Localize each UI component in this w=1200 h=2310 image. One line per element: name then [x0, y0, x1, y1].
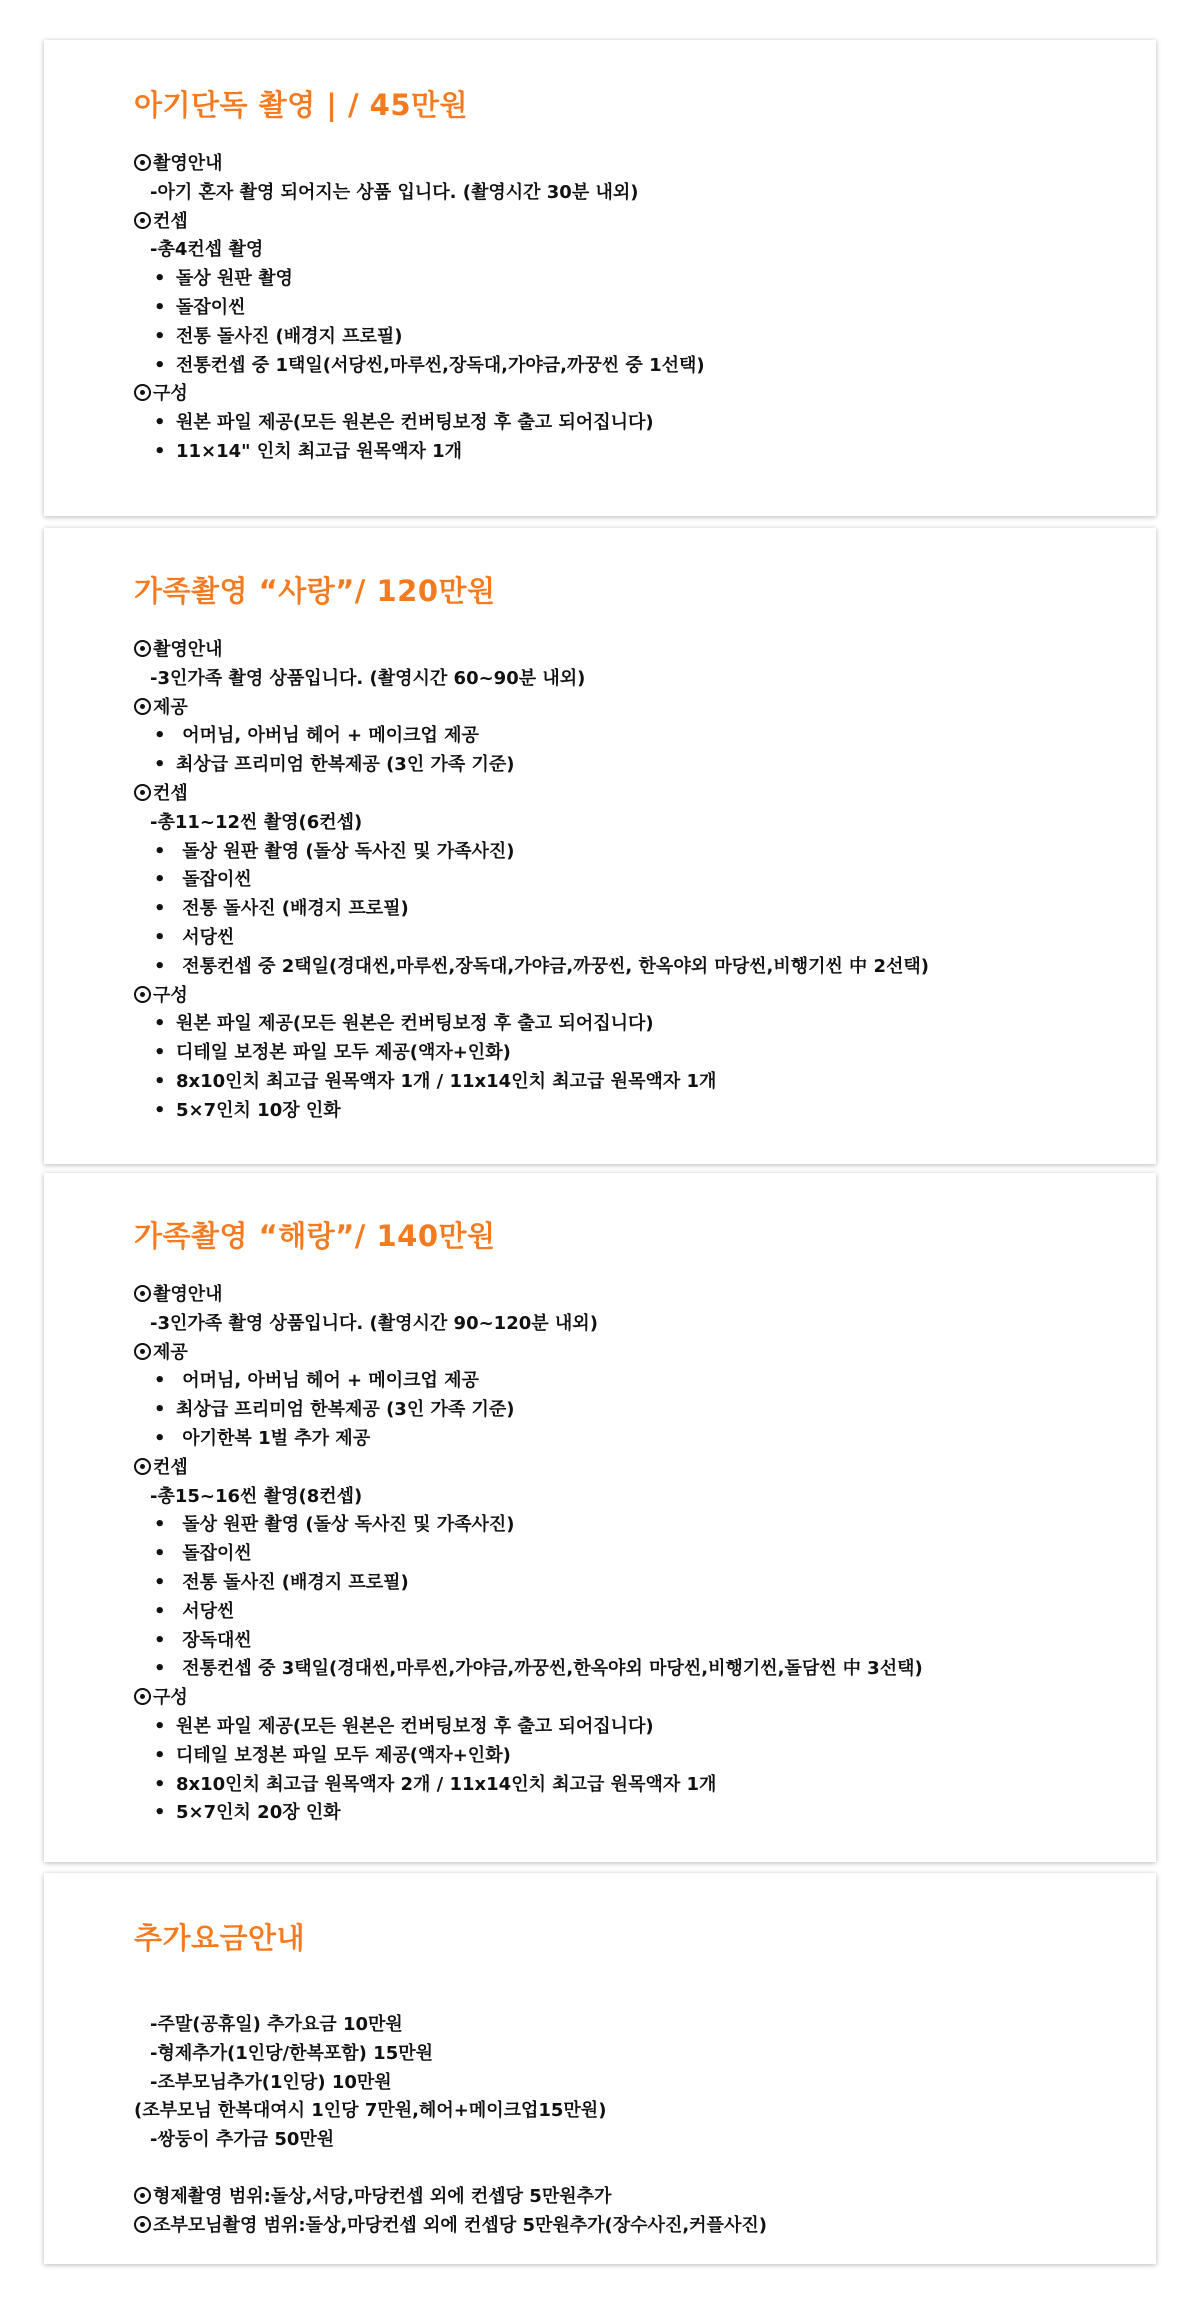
bullet-item: [134, 1540, 1126, 1569]
bullet-item: [134, 866, 1126, 895]
circled-dot-icon: [134, 986, 151, 1003]
bullet-item: [134, 1039, 1126, 1068]
package-card-haerang: [44, 1173, 1156, 1862]
bullet-icon: •: [154, 412, 166, 434]
section-heading: [134, 1281, 1126, 1310]
line-text: -총11~12씬 촬영(6컨셉): [150, 811, 363, 833]
line-text: 구성: [153, 984, 188, 1006]
line-text: 최상급 프리미엄 한복제공 (3인 가족 기준): [176, 754, 515, 776]
line-text: 전통 돌사진 (배경지 프로필): [176, 1571, 409, 1593]
bullet-icon: •: [154, 1514, 166, 1536]
bullet-icon: •: [154, 840, 166, 862]
line-text: 디테일 보정본 파일 모두 제공(액자+인화): [176, 1744, 511, 1766]
section-heading: [134, 636, 1126, 665]
section-heading: [134, 694, 1126, 723]
package-card-sarang: [44, 528, 1156, 1164]
card-title: 아기단독 촬영 | / 45만원: [134, 88, 469, 122]
bullet-icon: •: [154, 296, 166, 318]
line-text: 돌잡이씬: [176, 1543, 252, 1565]
circled-dot-icon: [134, 2216, 151, 2233]
section-heading: [134, 982, 1126, 1011]
bullet-icon: •: [154, 926, 166, 948]
bullet-icon: •: [154, 1629, 166, 1651]
bullet-item: [134, 722, 1126, 751]
line-text: -3인가족 촬영 상품입니다. (촬영시간 90~120분 내외): [150, 1312, 598, 1334]
bullet-item: [134, 294, 1126, 323]
bullet-icon: •: [154, 1571, 166, 1593]
info-line: [134, 665, 1126, 694]
line-text: 구성: [153, 1687, 188, 1709]
line-text: 촬영안내: [153, 1284, 223, 1305]
line-text: 원본 파일 제공(모든 원본은 컨버팅보정 후 출고 되어집니다): [176, 1013, 654, 1035]
card-title: 추가요금안내: [134, 1921, 306, 1955]
line-text: 장독대씬: [176, 1629, 252, 1651]
info-line: [134, 1310, 1126, 1339]
bullet-item: [134, 1598, 1126, 1627]
card-title: 가족촬영 “사랑”/ 120만원: [134, 574, 496, 608]
bullet-item: [134, 1367, 1126, 1396]
line-text: -주말(공휴일) 추가요금 10만원: [150, 2014, 403, 2035]
bullet-icon: •: [154, 898, 166, 920]
line-text: -총4컨셉 촬영: [150, 239, 264, 261]
bullet-icon: •: [154, 1399, 166, 1421]
line-text: -3인가족 촬영 상품입니다. (촬영시간 60~90분 내외): [150, 667, 586, 689]
bullet-item: [134, 924, 1126, 953]
line-text: 전통컨셉 중 3택일(경대씬,마루씬,가야금,까꿍씬,한옥야외 마당씬,비행기씬,돌담씬 中 3선택): [176, 1658, 923, 1680]
line-text: 전통 돌사진 (배경지 프로필): [176, 325, 403, 347]
bullet-item: [134, 1396, 1126, 1425]
bullet-item: [134, 1010, 1126, 1039]
line-text: -총15~16씬 촬영(8컨셉): [150, 1485, 363, 1507]
info-line: [134, 2040, 1126, 2069]
bullet-icon: •: [154, 1543, 166, 1565]
line-text: -쌍둥이 추가금 50만원: [150, 2129, 335, 2151]
circled-dot-icon: [134, 1285, 151, 1302]
line-text: 전통컨셉 중 2택일(경대씬,마루씬,장독대,가야금,까꿍씬, 한옥야외 마당씬,비행기씬 中 2선택): [176, 955, 929, 977]
extra-fee-card: [44, 1873, 1156, 2264]
line-text: 5×7인치 20장 인화: [176, 1802, 341, 1824]
circled-dot-icon: [134, 212, 151, 229]
line-text: 8x10인치 최고급 원목액자 1개 / 11x14인치 최고급 원목액자 1개: [176, 1070, 717, 1092]
bullet-item: [134, 751, 1126, 780]
line-text: 어머님, 아버님 헤어 + 메이크업 제공: [176, 1370, 479, 1392]
bullet-icon: •: [154, 725, 166, 747]
info-line: [134, 1483, 1126, 1512]
bullet-item: [134, 1771, 1126, 1800]
circled-dot-icon: [134, 640, 151, 657]
line-text: 형제촬영 범위:돌상,서당,마당컨셉 외에 컨셉당 5만원추가: [153, 2185, 612, 2207]
bullet-item: [134, 895, 1126, 924]
bullet-icon: •: [154, 440, 166, 462]
bullet-item: [134, 265, 1126, 294]
bullet-icon: •: [154, 1658, 166, 1680]
info-line: [134, 809, 1126, 838]
section-heading: [134, 780, 1126, 809]
circled-dot-icon: [134, 1458, 151, 1475]
circled-dot-icon: [134, 698, 151, 715]
bullet-icon: •: [154, 1744, 166, 1766]
bullet-icon: •: [154, 1099, 166, 1121]
bullet-item: [134, 1713, 1126, 1742]
line-text: 돌상 원판 촬영: [176, 268, 293, 290]
line-text: 돌상 원판 촬영 (돌상 독사진 및 가족사진): [176, 1514, 515, 1536]
circled-dot-icon: [134, 1688, 151, 1705]
bullet-icon: •: [154, 869, 166, 891]
bullet-icon: •: [154, 1042, 166, 1064]
section-heading: [134, 208, 1126, 237]
bullet-icon: •: [154, 1013, 166, 1035]
line-text: 서당씬: [176, 1600, 235, 1622]
line-text: (조부모님 한복대여시 1인당 7만원,헤어+메이크업15만원): [134, 2100, 607, 2122]
section-heading: [134, 1684, 1126, 1713]
line-text: 11×14" 인치 최고급 원목액자 1개: [176, 440, 463, 462]
section-heading: [134, 2183, 1126, 2212]
section-heading: [134, 1339, 1126, 1368]
circled-dot-icon: [134, 1343, 151, 1360]
card-title: 가족촬영 “해랑”/ 140만원: [134, 1219, 496, 1253]
bullet-item: [134, 352, 1126, 381]
bullet-item: [134, 1511, 1126, 1540]
section-heading: [134, 1454, 1126, 1483]
bullet-item: [134, 323, 1126, 352]
section-heading: [134, 150, 1126, 179]
line-text: 컨셉: [153, 782, 188, 804]
line-text: 최상급 프리미엄 한복제공 (3인 가족 기준): [176, 1399, 515, 1421]
bullet-icon: •: [154, 1370, 166, 1392]
bullet-icon: •: [154, 1427, 166, 1449]
line-text: 디테일 보정본 파일 모두 제공(액자+인화): [176, 1042, 511, 1064]
info-line: [134, 236, 1126, 265]
line-text: 돌상 원판 촬영 (돌상 독사진 및 가족사진): [176, 840, 515, 862]
line-text: 아기한복 1벌 추가 제공: [176, 1427, 371, 1449]
package-card-baby: [44, 40, 1156, 516]
info-line: [134, 2126, 1126, 2155]
info-line: [134, 2097, 1126, 2126]
line-text: 구성: [153, 383, 188, 405]
circled-dot-icon: [134, 784, 151, 801]
bullet-item: [134, 1799, 1126, 1828]
line-text: 전통컨셉 중 1택일(서당씬,마루씬,장독대,가야금,까꿍씬 중 1선택): [176, 354, 705, 376]
line-text: 돌잡이씬: [176, 296, 246, 318]
line-text: 컨셉: [153, 1456, 188, 1478]
bullet-item: [134, 1425, 1126, 1454]
line-text: -아기 혼자 촬영 되어지는 상품 입니다. (촬영시간 30분 내외): [150, 181, 639, 203]
line-text: 촬영안내: [153, 153, 223, 174]
section-heading: [134, 2212, 1126, 2241]
bullet-icon: •: [154, 1773, 166, 1795]
bullet-item: [134, 1655, 1126, 1684]
line-text: -조부모님추가(1인당) 10만원: [150, 2071, 392, 2093]
line-text: 8x10인치 최고급 원목액자 2개 / 11x14인치 최고급 원목액자 1개: [176, 1773, 717, 1795]
line-text: 원본 파일 제공(모든 원본은 컨버팅보정 후 출고 되어집니다): [176, 412, 654, 434]
line-text: 제공: [153, 1341, 188, 1363]
bullet-icon: •: [154, 1070, 166, 1092]
bullet-icon: •: [154, 268, 166, 290]
line-text: 전통 돌사진 (배경지 프로필): [176, 898, 409, 920]
bullet-icon: •: [154, 1802, 166, 1824]
section-heading: [134, 380, 1126, 409]
circled-dot-icon: [134, 2187, 151, 2204]
line-text: 어머님, 아버님 헤어 + 메이크업 제공: [176, 725, 479, 747]
info-line: [134, 2011, 1126, 2040]
line-text: 조부모님촬영 범위:돌상,마당컨셉 외에 컨셉당 5만원추가(장수사진,커플사진): [153, 2214, 767, 2236]
bullet-icon: •: [154, 754, 166, 776]
info-line: [134, 2069, 1126, 2098]
circled-dot-icon: [134, 384, 151, 401]
circled-dot-icon: [134, 154, 151, 171]
bullet-item: [134, 1569, 1126, 1598]
bullet-icon: •: [154, 1600, 166, 1622]
bullet-icon: •: [154, 354, 166, 376]
bullet-item: [134, 409, 1126, 438]
bullet-item: [134, 1068, 1126, 1097]
line-text: 5×7인치 10장 인화: [176, 1099, 341, 1121]
line-text: 촬영안내: [153, 639, 223, 660]
line-text: 컨셉: [153, 210, 188, 232]
line-text: 돌잡이씬: [176, 869, 252, 891]
spacer: [134, 2155, 1126, 2183]
bullet-item: [134, 1742, 1126, 1771]
bullet-item: [134, 1627, 1126, 1656]
line-text: 서당씬: [176, 926, 235, 948]
bullet-icon: •: [154, 955, 166, 977]
bullet-item: [134, 953, 1126, 982]
bullet-item: [134, 838, 1126, 867]
bullet-icon: •: [154, 1715, 166, 1737]
bullet-item: [134, 1097, 1126, 1126]
line-text: 원본 파일 제공(모든 원본은 컨버팅보정 후 출고 되어집니다): [176, 1715, 654, 1737]
line-text: -형제추가(1인당/한복포함) 15만원: [150, 2042, 433, 2064]
bullet-icon: •: [154, 325, 166, 347]
line-text: 제공: [153, 696, 188, 718]
bullet-item: [134, 438, 1126, 467]
info-line: [134, 179, 1126, 208]
